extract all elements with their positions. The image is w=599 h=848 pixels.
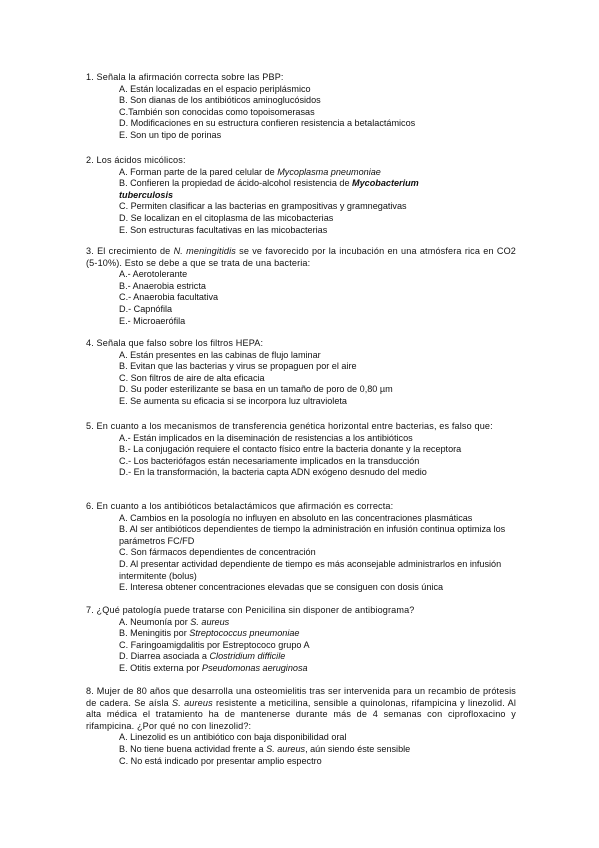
question-8 <box>86 686 516 767</box>
stem-text: 8. Mujer de 80 años que desarrolla una osteomielitis tras ser intervenida para un recambio de prótesis de cadera. Se aísla <box>86 686 516 708</box>
question-stem <box>86 246 516 269</box>
question-stem <box>86 686 516 732</box>
option-e: E. Son estructuras facultativas en las micobacterias <box>119 224 328 235</box>
question-stem: 1. Señala la afirmación correcta sobre las PBP: <box>86 72 284 82</box>
option-text: B. Confieren la propiedad de ácido-alcohol resistencia de <box>119 178 353 189</box>
organism-name: S. aureus <box>190 616 230 627</box>
organism-name: Mycoplasma pneumoniae <box>277 166 381 177</box>
option-a: A. Cambios en la posología no influyen en absoluto en las concentraciones plasmáticas <box>119 512 473 523</box>
option-text: E. Otitis externa por <box>119 662 202 673</box>
option-a: A. Están presentes en las cabinas de flujo laminar <box>119 349 321 360</box>
option-list <box>86 350 516 408</box>
option-d: D. Su poder esterilizante se basa en un tamaño de poro de 0,80 µm <box>119 384 393 395</box>
option-c: C. Son fármacos dependientes de concentración <box>119 547 316 558</box>
option-b: B. Al ser antibióticos dependientes de tiempo la administración en infusión continua optimiza los parámetros FC/FD <box>119 524 506 546</box>
stem-text: se ve favorecido por la incubación en una atmósfera rica en CO2 (5-10%). Esto se debe a que se trata de una bacteria: <box>86 246 516 268</box>
question-stem: 6. En cuanto a los antibióticos betalactámicos que afirmación es correcta: <box>86 501 394 511</box>
option-c: C. Permiten clasificar a las bacterias en grampositivas y gramnegativas <box>119 201 407 212</box>
question-3 <box>86 246 516 327</box>
option-d <box>119 651 516 663</box>
option-c: C.También son conocidas como topoisomerasas <box>119 106 315 117</box>
question-stem: 5. En cuanto a los mecanismos de transferencia genética horizontal entre bacterias, es falso que: <box>86 421 493 431</box>
option-d: D. Se localizan en el citoplasma de las micobacterias <box>119 212 334 223</box>
stem-text: 3. El crecimiento de <box>86 246 174 256</box>
organism-name: S. aureus <box>266 743 306 754</box>
option-list <box>86 167 516 237</box>
question-5 <box>86 421 516 479</box>
option-a <box>119 167 516 179</box>
option-e: E. Se aumenta su eficacia si se incorpora luz ultravioleta <box>119 395 347 406</box>
option-b: B. Evitan que las bacterias y virus se propaguen por el aire <box>119 361 357 372</box>
option-b: B. Son dianas de los antibióticos aminoglucósidos <box>119 95 321 106</box>
organism-name: Streptococcus pneumoniae <box>189 628 300 639</box>
question-stem: 4. Señala que falso sobre los filtros HEPA: <box>86 338 264 348</box>
option-list <box>86 732 516 767</box>
option-c: C. Son filtros de aire de alta eficacia <box>119 372 265 383</box>
question-1 <box>86 72 516 142</box>
option-text: B. No tiene buena actividad frente a <box>119 743 267 754</box>
option-text: B. Meningitis por <box>119 628 190 639</box>
question-6 <box>86 501 516 594</box>
option-e <box>119 663 516 675</box>
option-d: D.- En la transformación, la bacteria capta ADN exógeno desnudo del medio <box>119 467 427 478</box>
stem-text: resistente a meticilina, sensible a quinolonas, rifampicina y linezolid. Al alta médica el tratamiento ha de mantenerse durante más de 4 semanas con ciprofloxacino y rifampicina. ¿Por qué no con linezolid?: <box>86 697 516 731</box>
option-b: B.- La conjugación requiere el contacto físico entre la bacteria donante y la receptora <box>119 444 462 455</box>
option-b <box>119 628 516 640</box>
option-e: E. Interesa obtener concentraciones elevadas que se consiguen con dosis única <box>119 582 444 593</box>
option-c: C.- Anaerobia facultativa <box>119 292 219 303</box>
option-b: B.- Anaerobia estricta <box>119 280 206 291</box>
question-stem: 2. Los ácidos micólicos: <box>86 155 186 165</box>
option-b <box>119 744 516 756</box>
organism-name: S. aureus <box>171 697 213 708</box>
option-d: D. Al presentar actividad dependiente de tiempo es más aconsejable administrarlos en infusión intermitente (bolus) <box>119 558 502 581</box>
option-a <box>119 617 516 629</box>
organism-name: Mycobacterium tuberculosis <box>119 178 419 200</box>
option-text: A. Forman parte de la pared celular de <box>119 166 278 177</box>
option-a: A.- Están implicados en la diseminación de resistencias a los antibióticos <box>119 432 413 443</box>
organism-name: Pseudomonas aeruginosa <box>201 662 308 673</box>
organism-name: Clostridium difficile <box>209 651 286 662</box>
option-text: , aún siendo éste sensible <box>305 743 411 754</box>
option-c: C. No está indicado por presentar amplio espectro <box>119 755 322 766</box>
option-text: A. Neumonía por <box>119 616 191 627</box>
option-d: D.- Capnófila <box>119 303 173 314</box>
option-text: D. Diarrea asociada a <box>119 651 210 662</box>
option-d: D. Modificaciones en su estructura confieren resistencia a betalactámicos <box>119 118 416 129</box>
question-stem: 7. ¿Qué patología puede tratarse con Penicilina sin disponer de antibiograma? <box>86 605 415 615</box>
option-c: C. Faringoamigdalitis por Estreptococo grupo A <box>119 639 310 650</box>
option-e: E. Son un tipo de porinas <box>119 129 222 140</box>
option-a: A.- Aerotolerante <box>119 269 188 280</box>
question-2 <box>86 155 516 236</box>
option-b <box>119 178 419 201</box>
option-a: A. Linezolid es un antibiótico con baja disponibilidad oral <box>119 732 347 743</box>
option-c: C.- Los bacteriófagos están necesariamente implicados en la transducción <box>119 455 420 466</box>
question-4 <box>86 338 516 408</box>
question-7 <box>86 605 516 675</box>
option-list <box>86 84 516 142</box>
organism-name: N. meningitidis <box>173 246 236 256</box>
option-e: E.- Microaerófila <box>119 315 186 326</box>
option-list <box>86 269 516 327</box>
option-a: A. Están localizadas en el espacio periplásmico <box>119 83 311 94</box>
option-list <box>86 513 516 594</box>
option-list <box>86 617 516 675</box>
option-list <box>86 433 516 479</box>
